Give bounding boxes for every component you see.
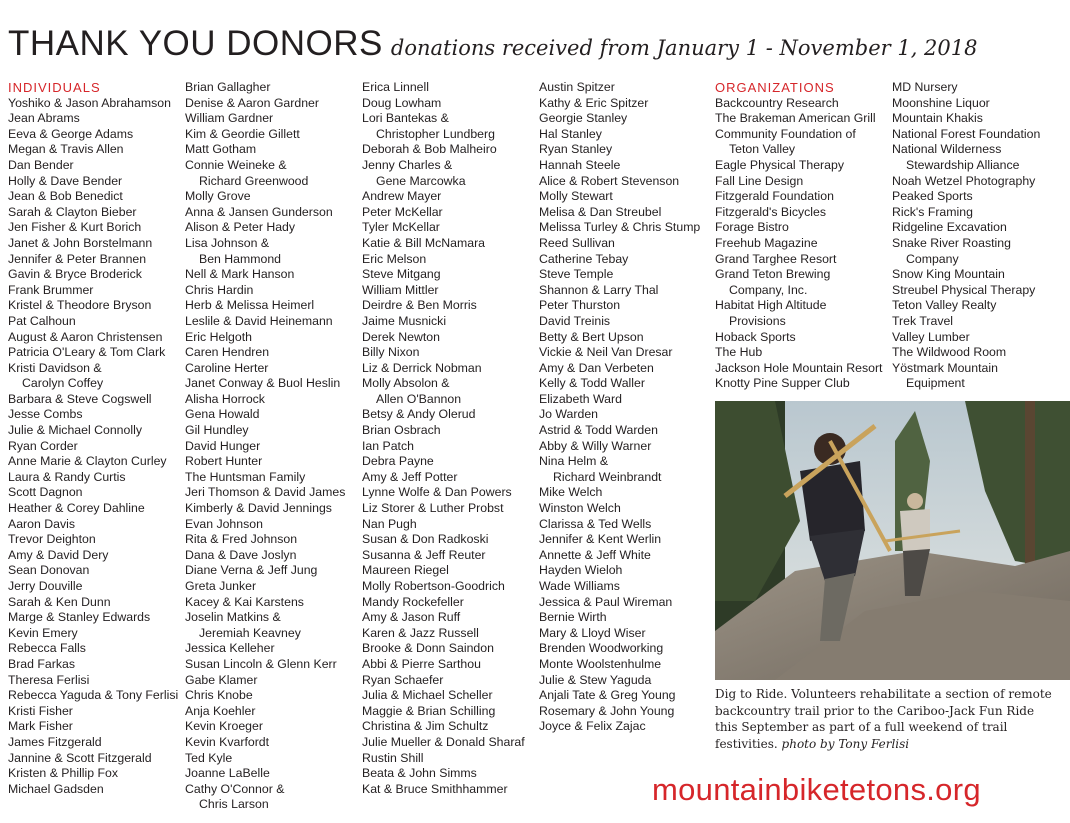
donor-name: Jessica & Paul Wireman — [539, 594, 673, 609]
donor-name: Caren Hendren — [185, 345, 270, 360]
donor-name: Yoshiko & Jason Abrahamson — [8, 95, 171, 110]
donor-name: National Forest Foundation — [892, 126, 1041, 141]
donor-name: Jesse Combs — [8, 407, 83, 422]
donor-name-continued: Richard Greenwood — [199, 173, 309, 188]
donor-name: Sean Donovan — [8, 563, 90, 578]
donor-name: William Gardner — [185, 111, 274, 126]
photo-caption — [715, 686, 1060, 752]
donor-name: Deirdre & Ben Morris — [362, 298, 477, 313]
donor-name: Jannine & Scott Fitzgerald — [8, 750, 152, 765]
donor-name: Aaron Davis — [8, 516, 75, 531]
donor-name: Leslile & David Heinemann — [185, 313, 333, 328]
donor-name: Sarah & Ken Dunn — [8, 594, 111, 609]
donor-name: Evan Johnson — [185, 516, 263, 531]
donor-name: Peter McKellar — [362, 204, 443, 219]
donor-name: Andrew Mayer — [362, 189, 442, 204]
donor-name: Laura & Randy Curtis — [8, 469, 126, 484]
donor-name: Rosemary & John Young — [539, 703, 675, 718]
donor-name: Betsy & Andy Olerud — [362, 407, 476, 422]
donor-name: Kristi Fisher — [8, 703, 73, 718]
donor-name: Clarissa & Ted Wells — [539, 516, 652, 531]
donor-name: Michael Gadsden — [8, 781, 104, 796]
donor-name: Lisa Johnson & — [185, 235, 270, 250]
donor-name-continued: Company — [906, 251, 959, 266]
donor-name: Brooke & Donn Saindon — [362, 641, 494, 656]
donor-name: Grand Teton Brewing — [715, 267, 831, 282]
donor-name: Kimberly & David Jennings — [185, 501, 332, 516]
donor-name-continued: Provisions — [729, 313, 786, 328]
donor-name: Liz Storer & Luther Probst — [362, 501, 504, 516]
donor-name: Jackson Hole Mountain Resort — [715, 360, 883, 375]
donor-name: Gil Hundley — [185, 423, 249, 438]
donor-name: Derek Newton — [362, 329, 440, 344]
donor-name: Joyce & Felix Zajac — [539, 719, 646, 734]
donor-name: Joanne LaBelle — [185, 766, 270, 781]
donor-name-continued: Stewardship Alliance — [906, 157, 1020, 172]
donor-name: Doug Lowham — [362, 95, 442, 110]
donor-name: Liz & Derrick Nobman — [362, 360, 482, 375]
donor-name: Valley Lumber — [892, 329, 970, 344]
donor-name: Rebecca Falls — [8, 641, 86, 656]
donor-name: Vickie & Neil Van Dresar — [539, 345, 673, 360]
donor-name: Jennifer & Kent Werlin — [539, 532, 662, 547]
donor-name: Kristen & Phillip Fox — [8, 766, 119, 781]
donor-name: Snow King Mountain — [892, 267, 1005, 282]
donor-name: Trek Travel — [892, 313, 954, 328]
donor-name: Katie & Bill McNamara — [362, 235, 486, 250]
donor-name: Christina & Jim Schultz — [362, 719, 489, 734]
donor-name: Bernie Wirth — [539, 610, 607, 625]
donor-name: August & Aaron Christensen — [8, 329, 163, 344]
donor-name: Robert Hunter — [185, 454, 263, 469]
donor-name: Diane Verna & Jeff Jung — [185, 563, 318, 578]
donor-name: Rustin Shill — [362, 750, 424, 765]
donor-name: Winston Welch — [539, 501, 621, 516]
donor-name: Kristi Davidson & — [8, 360, 102, 375]
donor-name: Mark Fisher — [8, 719, 73, 734]
donor-name-continued: Allen O'Bannon — [376, 391, 462, 406]
donor-name: Gabe Klamer — [185, 672, 258, 687]
donor-name: Molly Robertson-Goodrich — [362, 579, 505, 593]
donor-name: The Brakeman American Grill — [715, 111, 876, 126]
donor-name: Kevin Kroeger — [185, 719, 263, 734]
donor-name: Peaked Sports — [892, 189, 973, 204]
donor-name: Trevor Deighton — [8, 532, 96, 547]
donor-name: Peter Thurston — [539, 298, 621, 313]
donor-name: Julie Mueller & Donald Sharaf — [362, 734, 525, 749]
donor-name: Maggie & Brian Schilling — [362, 703, 496, 718]
donor-column-2 — [185, 80, 345, 813]
donor-name: Holly & Dave Bender — [8, 173, 123, 188]
donor-name: Shannon & Larry Thal — [539, 282, 659, 297]
donor-name: Erica Linnell — [362, 80, 429, 94]
donor-name: David Treinis — [539, 313, 611, 328]
donor-name: Jeri Thomson & David James — [185, 485, 346, 500]
donor-name: Eric Melson — [362, 251, 427, 266]
donor-name: Nina Helm & — [539, 454, 609, 469]
donor-name: Lori Bantekas & — [362, 111, 449, 126]
donor-name: The Wildwood Room — [892, 345, 1007, 360]
donor-name: Moonshine Liquor — [892, 95, 990, 110]
section-heading: ORGANIZATIONS — [715, 80, 835, 95]
donor-name: Marge & Stanley Edwards — [8, 610, 151, 625]
donor-name: Patricia O'Leary & Tom Clark — [8, 345, 166, 360]
donor-name: Brian Osbrach — [362, 423, 441, 438]
donor-name: Alison & Peter Hady — [185, 220, 296, 235]
donor-name: Amy & Jason Ruff — [362, 610, 461, 625]
donor-name: Snake River Roasting — [892, 235, 1011, 250]
donor-name: Mike Welch — [539, 485, 603, 500]
donor-name: Rick's Framing — [892, 204, 973, 219]
donor-name: Dana & Dave Joslyn — [185, 547, 297, 562]
donor-name: Kevin Kvarfordt — [185, 734, 270, 749]
donor-name: Billy Nixon — [362, 345, 420, 360]
donor-name: Melisa & Dan Streubel — [539, 204, 662, 219]
donor-name: Jessica Kelleher — [185, 641, 275, 656]
donor-name: Dan Bender — [8, 157, 74, 172]
donor-name: Chris Knobe — [185, 688, 253, 703]
title-main: THANK YOU DONORS — [8, 24, 383, 63]
donor-name: Jaime Musnicki — [362, 313, 447, 328]
donor-name: Ryan Schaefer — [362, 672, 444, 687]
donor-name: Caroline Herter — [185, 360, 269, 375]
donor-name: Knotty Pine Supper Club — [715, 376, 850, 391]
donor-name: Kacey & Kai Karstens — [185, 594, 304, 609]
donor-name: Steve Mitgang — [362, 267, 441, 282]
donor-name: Mountain Khakis — [892, 111, 983, 126]
donor-name-continued: Company, Inc. — [729, 282, 808, 297]
donor-name-continued: Richard Weinbrandt — [553, 469, 662, 484]
section-heading: INDIVIDUALS — [8, 80, 101, 95]
title-subtitle: donations received from January 1 - November 1, 2018 — [390, 36, 978, 60]
donor-name: National Wilderness — [892, 142, 1002, 157]
donor-name: Nell & Mark Hanson — [185, 267, 295, 282]
donor-name: Kathy & Eric Spitzer — [539, 95, 649, 110]
donor-name: Eric Helgoth — [185, 329, 252, 344]
donor-name: Tyler McKellar — [362, 220, 440, 235]
donor-name: Kelly & Todd Waller — [539, 376, 645, 391]
donor-name: Hoback Sports — [715, 329, 796, 344]
donor-name: Molly Absolon & — [362, 376, 450, 391]
donor-name-continued: Gene Marcowka — [376, 173, 466, 188]
donor-name: Fall Line Design — [715, 173, 804, 188]
donor-name: Rebecca Yaguda & Tony Ferlisi — [8, 688, 179, 703]
donor-name: Ted Kyle — [185, 750, 233, 765]
donor-name: Brad Farkas — [8, 656, 75, 671]
donor-name: Denise & Aaron Gardner — [185, 95, 319, 110]
donor-name: Ryan Corder — [8, 438, 78, 453]
donor-name: James Fitzgerald — [8, 734, 102, 749]
donor-name: Susanna & Jeff Reuter — [362, 547, 486, 562]
donor-name: Habitat High Altitude — [715, 298, 827, 313]
donor-name: Anne Marie & Clayton Curley — [8, 454, 167, 469]
donor-name: Anja Koehler — [185, 703, 256, 718]
donor-name: Molly Stewart — [539, 189, 613, 204]
donor-name: The Hub — [715, 345, 763, 360]
donor-name: Austin Spitzer — [539, 80, 615, 94]
donor-name: Maureen Riegel — [362, 563, 449, 578]
donor-name: Megan & Travis Allen — [8, 142, 124, 157]
donor-name: Cathy O'Connor & — [185, 781, 285, 796]
page-title — [8, 24, 978, 64]
donor-name: Ian Patch — [362, 438, 414, 453]
donor-name: Brenden Woodworking — [539, 641, 664, 656]
website-url: mountainbiketetons.org — [652, 772, 981, 807]
donor-name: Amy & Jeff Potter — [362, 469, 458, 484]
donor-column-1 — [8, 80, 178, 797]
donor-name: The Huntsman Family — [185, 469, 306, 484]
donor-name: Ridgeline Excavation — [892, 220, 1007, 235]
donor-name: Deborah & Bob Malheiro — [362, 142, 497, 157]
donor-name: Backcountry Research — [715, 95, 839, 110]
trail-work-photo — [715, 401, 1070, 680]
donor-name: Melissa Turley & Chris Stump — [539, 220, 701, 235]
donor-name: Eeva & George Adams — [8, 126, 134, 141]
donor-name: Streubel Physical Therapy — [892, 282, 1036, 297]
donor-name: Janet & John Borstelmann — [8, 235, 153, 250]
donor-name: Wade Williams — [539, 579, 620, 593]
donor-name: Anjali Tate & Greg Young — [539, 688, 676, 703]
donor-name: Eagle Physical Therapy — [715, 157, 844, 172]
donor-name: Mandy Rockefeller — [362, 594, 464, 609]
donor-name: Julie & Stew Yaguda — [539, 672, 652, 687]
donor-name: Connie Weineke & — [185, 157, 287, 172]
donor-name: Frank Brummer — [8, 282, 94, 297]
trail-photo-illustration — [715, 401, 1070, 680]
donor-name: Chris Hardin — [185, 282, 254, 297]
donor-name: Julie & Michael Connolly — [8, 423, 142, 438]
donor-name: Monte Woolstenhulme — [539, 656, 662, 671]
donor-name: Beata & John Simms — [362, 766, 477, 781]
donor-name: Herb & Melissa Heimerl — [185, 298, 315, 313]
donor-name: Hal Stanley — [539, 126, 602, 141]
donor-name: Freehub Magazine — [715, 235, 818, 250]
donor-name: Kristel & Theodore Bryson — [8, 298, 152, 313]
donor-name: Steve Temple — [539, 267, 614, 282]
donor-name: Amy & Dan Verbeten — [539, 360, 654, 375]
donor-column-6 — [892, 80, 1040, 392]
donor-name: Reed Sullivan — [539, 235, 615, 250]
donor-name: Astrid & Todd Warden — [539, 423, 658, 438]
donor-name: Catherine Tebay — [539, 251, 629, 266]
donor-name-continued: Equipment — [906, 376, 965, 391]
donor-name: Noah Wetzel Photography — [892, 173, 1036, 188]
donor-name: Mary & Lloyd Wiser — [539, 625, 646, 640]
donor-name: Abbi & Pierre Sarthou — [362, 656, 481, 671]
donor-name: Pat Calhoun — [8, 313, 76, 328]
caption-text: Dig to Ride. Volunteers rehabilitate a section of remote backcountry trail prior to the Cariboo-Jack Fun Ride this September as part of a full weekend of trail festivities. — [715, 687, 1052, 751]
donor-name: Kevin Emery — [8, 625, 78, 640]
donor-name: Molly Grove — [185, 189, 251, 204]
donor-name: Matt Gotham — [185, 142, 257, 157]
donor-name-continued: Chris Larson — [199, 797, 269, 812]
donor-name-continued: Carolyn Coffey — [22, 376, 104, 391]
donor-name: Kim & Geordie Gillett — [185, 126, 300, 141]
donor-name: Jenny Charles & — [362, 157, 453, 172]
donor-name: Gena Howald — [185, 407, 260, 422]
donor-name: Grand Targhee Resort — [715, 251, 837, 266]
donor-name: David Hunger — [185, 438, 261, 453]
donor-name: Jen Fisher & Kurt Borich — [8, 220, 142, 235]
donor-name: Forage Bistro — [715, 220, 789, 235]
donor-name: Nan Pugh — [362, 516, 417, 531]
donor-name: Jennifer & Peter Brannen — [8, 251, 147, 266]
donor-name: MD Nursery — [892, 80, 958, 94]
photo-credit: photo by Tony Ferlisi — [781, 736, 910, 751]
donor-name: Community Foundation of — [715, 126, 856, 141]
donor-name: Lynne Wolfe & Dan Powers — [362, 485, 512, 500]
donor-name: Janet Conway & Buol Heslin — [185, 376, 341, 391]
donor-name: Theresa Ferlisi — [8, 672, 90, 687]
donor-name: Barbara & Steve Cogswell — [8, 391, 152, 406]
donor-name: Alice & Robert Stevenson — [539, 173, 680, 188]
donor-name-continued: Jeremiah Keavney — [199, 625, 301, 640]
donor-name: Betty & Bert Upson — [539, 329, 644, 344]
donor-name: Jerry Douville — [8, 579, 83, 593]
donor-column-3 — [362, 80, 525, 797]
donor-name: Abby & Willy Warner — [539, 438, 652, 453]
donor-name: Jo Warden — [539, 407, 599, 422]
donor-name: Hayden Wieloh — [539, 563, 623, 578]
donor-name: Hannah Steele — [539, 157, 621, 172]
donor-name-continued: Ben Hammond — [199, 251, 282, 266]
donor-name: Scott Dagnon — [8, 485, 83, 500]
donor-name: Joselin Matkins & — [185, 610, 281, 625]
donor-column-5 — [715, 80, 882, 392]
donor-name: Julia & Michael Scheller — [362, 688, 493, 703]
donor-name: Kat & Bruce Smithhammer — [362, 781, 508, 796]
donor-name: Annette & Jeff White — [539, 547, 651, 562]
donor-name: Ryan Stanley — [539, 142, 613, 157]
donor-name: Heather & Corey Dahline — [8, 501, 145, 516]
donor-name: Jean Abrams — [8, 111, 80, 126]
donor-name: Sarah & Clayton Bieber — [8, 204, 137, 219]
donor-name-continued: Christopher Lundberg — [376, 126, 495, 141]
donor-name: Karen & Jazz Russell — [362, 625, 479, 640]
donor-name: Susan & Don Radkoski — [362, 532, 489, 547]
donor-name: Debra Payne — [362, 454, 434, 469]
donor-name: Fitzgerald's Bicycles — [715, 204, 827, 219]
donor-name: Elizabeth Ward — [539, 391, 622, 406]
donor-name: Fitzgerald Foundation — [715, 189, 834, 204]
donor-name: Susan Lincoln & Glenn Kerr — [185, 656, 337, 671]
donor-name: Amy & David Dery — [8, 547, 109, 562]
donor-name: Alisha Horrock — [185, 391, 265, 406]
donor-name: Yöstmark Mountain — [892, 360, 998, 375]
donor-name: William Mittler — [362, 282, 439, 297]
donor-name: Teton Valley Realty — [892, 298, 997, 313]
donor-name: Jean & Bob Benedict — [8, 189, 123, 204]
donor-name: Georgie Stanley — [539, 111, 628, 126]
donor-name: Brian Gallagher — [185, 80, 271, 94]
donor-name-continued: Teton Valley — [729, 142, 796, 157]
donor-name: Rita & Fred Johnson — [185, 532, 298, 547]
donor-column-4 — [539, 80, 700, 735]
donor-name: Greta Junker — [185, 579, 257, 593]
donor-name: Gavin & Bryce Broderick — [8, 267, 142, 282]
donor-name: Anna & Jansen Gunderson — [185, 204, 333, 219]
